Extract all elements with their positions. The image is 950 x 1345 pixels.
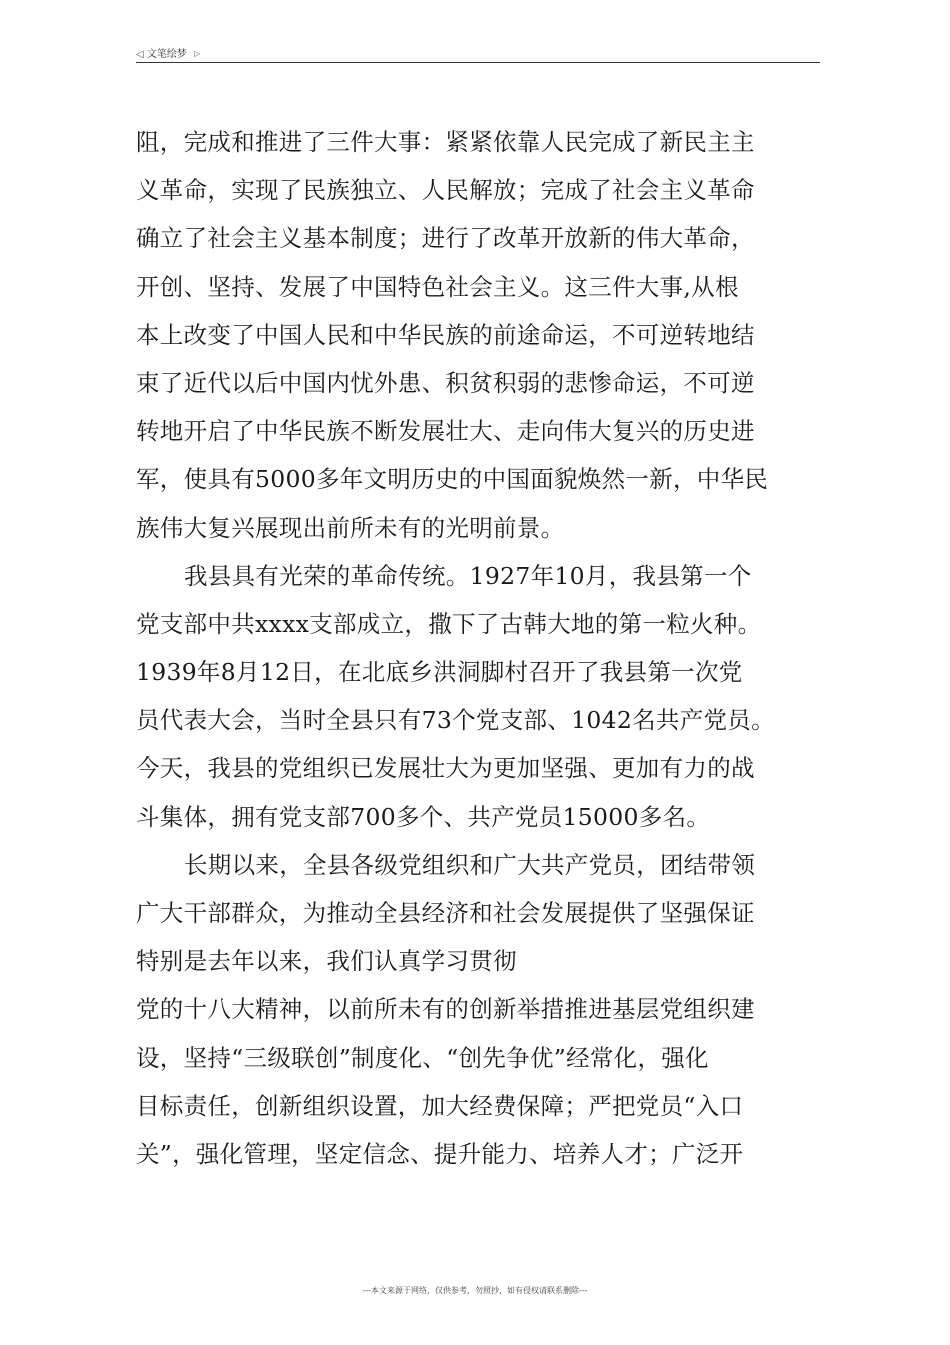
text-line: 束了近代以后中国内忧外患、积贫积弱的悲惨命运，不可逆 (136, 368, 755, 397)
text-line: 设，坚持“三级联创”制度化、“创先争优”经常化，强化 (136, 1043, 709, 1072)
header-title: 文笔绘梦 (146, 49, 187, 60)
text-line: 斗集体，拥有党支部700多个、共产党员15000多名。 (136, 802, 711, 831)
text-line: 特别是去年以来，我们认真学习贯彻 (136, 947, 517, 976)
text-line: 开创、坚持、发展了中国特色社会主义。这三件大事,从根 (136, 272, 739, 301)
text-line: 党支部中共xxxx支部成立，撒下了古韩大地的第一粒火种。 (136, 609, 762, 638)
page-header (136, 44, 820, 63)
right-arrow-icon: ▷ (194, 49, 201, 58)
text-line: 1939年8月12日，在北底乡洪洞脚村召开了我县第一次党 (136, 658, 743, 687)
text-line: 转地开启了中华民族不断发展壮大、走向伟大复兴的历史进 (136, 417, 755, 446)
page-footer: ---本文来源于网络，仅供参考，勿照抄，如有侵权请联系删除--- (362, 1286, 588, 1295)
document-body (136, 118, 826, 1178)
text-line: 义革命，实现了民族独立、人民解放；完成了社会主义革命 (136, 176, 755, 205)
text-line: 员代表大会，当时全县只有73个党支部、1042名共产党员。 (136, 706, 775, 735)
text-line: 族伟大复兴展现出前所未有的光明前景。 (136, 513, 565, 542)
text-line: 广大干部群众，为推动全县经济和社会发展提供了坚强保证 (136, 899, 755, 927)
text-line: 关”，强化管理，坚定信念、提升能力、培养人才；广泛开 (136, 1139, 744, 1168)
text-line: 本上改变了中国人民和中华民族的前途命运，不可逆转地结 (136, 320, 755, 349)
text-line: 党的十八大精神，以前所未有的创新举措推进基层党组织建 (136, 995, 755, 1024)
paragraph-start-line: 我县具有光荣的革命传统。1927年10月，我县第一个 (184, 561, 752, 590)
text-line: 目标责任，创新组织设置，加大经费保障；严把党员“入口 (136, 1091, 744, 1120)
text-line: 今天，我县的党组织已发展壮大为更加坚强、更加有力的战 (136, 754, 755, 783)
text-line: 军，使具有5000多年文明历史的中国面貌焕然一新，中华民 (136, 465, 769, 494)
text-line: 阻，完成和推进了三件大事：紧紧依靠人民完成了新民主主 (136, 128, 755, 156)
header-mark (136, 45, 200, 60)
paragraph-start-line: 长期以来，全县各级党组织和广大共产党员，团结带领 (184, 850, 756, 879)
text-line: 确立了社会主义基本制度；进行了改革开放新的伟大革命， (136, 224, 755, 253)
left-arrow-icon: ◁ (136, 49, 144, 60)
